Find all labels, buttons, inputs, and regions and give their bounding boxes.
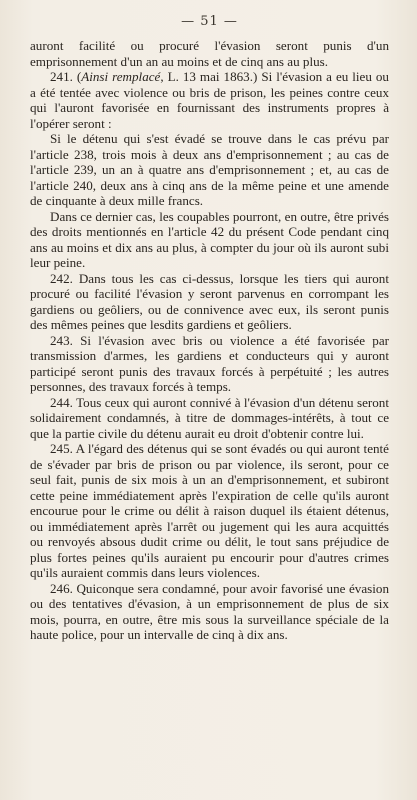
page-number: — 51 —	[181, 14, 238, 29]
article-241-amendment-note: Ainsi remplacé	[81, 69, 161, 84]
paragraph-article-241	[30, 69, 389, 131]
paragraph-article-245: 245. A l'égard des détenus qui se sont évadés ou qui auront tenté de s'évader par bris de prison ou par violence, ils seront, pour ce seul fait, punis de six mois à un an d'emprisonnement, et subiront cette peine immédiatement après l'expiration de celle qu'ils auront encourue pour le crime ou délit à raison duquel ils étaient détenus, ou immédiatement après l'arrêt ou jugement qui les aura acquittés ou renvoyés absous dudit crime ou délit, le tout sans préjudice de plus fortes peines qu'ils auraient pu encourir pour d'autres crimes qu'ils auraient commis dans leurs violences.	[30, 441, 389, 580]
paragraph-article-242: 242. Dans tous les cas ci-dessus, lorsque les tiers qui auront procuré ou facilité l'évasion y seront parvenus en corrompant les gardiens ou geôliers, ou de connivence avec eux, ils seront punis des mêmes peines que lesdits gardiens et geôliers.	[30, 270, 389, 332]
paragraph-article-241-cases: Si le détenu qui s'est évadé se trouve dans le cas prévu par l'article 238, trois mois à deux ans d'emprisonnement ; au cas de l'article 239, un an à quatre ans d'emprisonnement ; et, au cas de l'article 240, deux ans à cinq ans de la même peine et une amende de cinquante à deux mille francs.	[30, 131, 389, 208]
paragraph-article-243: 243. Si l'évasion avec bris ou violence a été favorisée par transmission d'armes, les gardiens et conducteurs qui y auront participé seront punis des travaux forcés à perpétuité ; les autres personnes, des travaux forcés à temps.	[30, 332, 389, 394]
paragraph-article-246: 246. Quiconque sera condamné, pour avoir favorisé une évasion ou des tentatives d'évasion, à un emprisonnement de plus de six mois, pourra, en outre, être mis sous la surveillance spéciale de la haute police, pour un intervalle de cinq à dix ans.	[30, 580, 389, 642]
paragraph-article-241-deprivation: Dans ce dernier cas, les coupables pourront, en outre, être privés des droits mentionnés en l'article 42 du présent Code pendant cinq ans au moins et dix ans au plus, à compter du jour où ils auront subi leur peine.	[30, 208, 389, 270]
article-241-text: , L. 13 mai 1863.) Si l'évasion a eu lieu ou a été tentée avec violence ou bris de prison, les peines contre ceux qui l'auront favorisée en fournissant des instruments propres à l'opérer seront :	[30, 69, 389, 131]
paragraph-continuation: auront facilité ou procuré l'évasion seront punis d'un emprisonnement d'un an au moins et de cinq ans au plus.	[30, 38, 389, 69]
body-text	[30, 38, 389, 643]
article-241-lead: 241. (	[50, 69, 82, 84]
paragraph-article-244: 244. Tous ceux qui auront connivé à l'évasion d'un détenu seront solidairement condamnés, à titre de dommages-intérêts, à tout ce que la partie civile du détenu aurait eu droit d'obtenir contre lui.	[30, 394, 389, 441]
